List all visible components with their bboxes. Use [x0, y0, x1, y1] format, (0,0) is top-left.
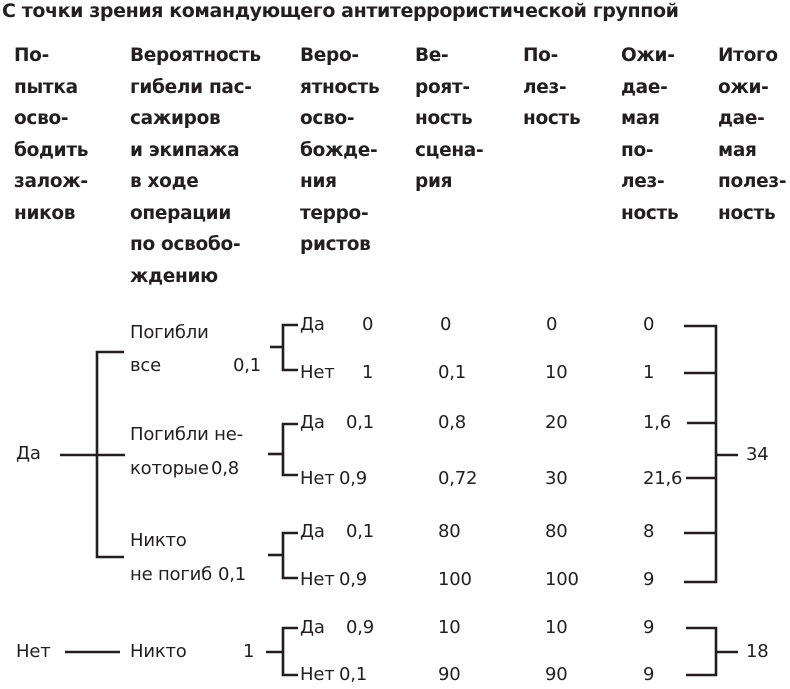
leaf-scenario-prob: 0 [440, 314, 452, 335]
header-line: лез- [523, 76, 567, 98]
leaf-prob: 0,9 [346, 617, 375, 638]
leaf-expected: 9 [643, 569, 655, 590]
outcome-some-died-prob: 0,8 [211, 458, 240, 479]
header-line: осво- [300, 108, 355, 129]
header-line: По- [14, 45, 49, 66]
outcome-all-died-line2: все [130, 355, 161, 376]
header-line: по- [621, 139, 654, 161]
leaf-prob: 1 [362, 362, 374, 383]
leaf-expected: 21,6 [643, 468, 683, 489]
leaf-scenario-prob: 0,72 [438, 468, 478, 489]
leaf-utility: 20 [545, 412, 568, 433]
header-line: лез- [621, 171, 665, 192]
outcome-nobody-line1: Никто [130, 641, 187, 662]
header-line: пытка [14, 76, 78, 98]
header-line: Вероятность [130, 45, 261, 66]
leaf-answer: Да [300, 412, 325, 433]
header-line: ность [718, 202, 776, 224]
header-line: операции [130, 202, 232, 224]
header-line: по освобо- [130, 234, 241, 255]
outcome-nobody-prob: 1 [243, 641, 255, 662]
leaf-prob: 0,1 [339, 664, 368, 685]
header-line: ность [621, 202, 679, 224]
leaf-scenario-prob: 0,1 [438, 362, 467, 383]
leaf-expected: 9 [643, 617, 655, 638]
leaf-utility: 90 [545, 664, 568, 685]
header-line: и экипажа [130, 139, 240, 161]
leaf-answer: Нет [300, 362, 335, 383]
header-line: сажиров [130, 108, 221, 129]
leaf-prob: 0 [362, 314, 374, 335]
leaf-expected: 8 [643, 521, 655, 542]
outcome-none-died-prob: 0,1 [218, 564, 247, 585]
leaf-utility: 80 [545, 521, 568, 542]
header-line: терро- [300, 202, 369, 224]
leaf-utility: 0 [546, 314, 558, 335]
header-line: роят- [415, 76, 470, 98]
leaf-prob: 0,9 [339, 468, 368, 489]
header-line: Ве- [415, 45, 449, 66]
header-line: По- [523, 45, 558, 66]
leaf-answer: Нет [300, 468, 335, 489]
leaf-expected: 1 [643, 362, 655, 383]
leaf-scenario-prob: 90 [438, 664, 461, 685]
header-line: осво- [14, 108, 69, 129]
header-line: бодить [14, 139, 89, 161]
leaf-expected: 9 [643, 664, 655, 685]
leaf-prob: 0,9 [339, 569, 368, 590]
leaf-expected: 0 [643, 314, 655, 335]
header-line: ждению [130, 265, 218, 287]
header-line: ность [415, 108, 473, 129]
outcome-some-died-line2: которые [130, 458, 209, 479]
leaf-utility: 10 [545, 362, 568, 383]
outcome-all-died-line1: Погибли [130, 322, 209, 343]
outcome-none-died-line1: Никто [130, 530, 187, 551]
leaf-prob: 0,1 [346, 521, 375, 542]
header-line: ность [523, 108, 581, 129]
leaf-scenario-prob: 0,8 [438, 412, 467, 433]
header-line: ния [300, 171, 337, 192]
header-line: ников [14, 202, 76, 224]
header-line: Веро- [300, 45, 359, 66]
header-line: божде- [300, 139, 378, 161]
root-no-label: Нет [16, 641, 51, 662]
outcome-some-died-line1: Погибли не- [130, 424, 243, 445]
header-line: рия [415, 171, 453, 192]
diagram-title: С точки зрения командующего антитеррористической группой [2, 0, 679, 22]
leaf-scenario-prob: 10 [438, 617, 461, 638]
leaf-prob: 0,1 [346, 412, 375, 433]
outcome-all-died-prob: 0,1 [233, 355, 262, 376]
header-line: ятность [300, 76, 380, 98]
header-line: ристов [300, 234, 371, 255]
leaf-utility: 30 [545, 468, 568, 489]
header-line: в ходе [130, 171, 199, 192]
leaf-answer: Да [300, 314, 325, 335]
leaf-expected: 1,6 [643, 412, 672, 433]
leaf-answer: Нет [300, 569, 335, 590]
header-line: Ожи- [621, 45, 675, 66]
leaf-utility: 100 [545, 569, 579, 590]
header-line: гибели пас- [130, 76, 252, 98]
leaf-scenario-prob: 100 [438, 569, 472, 590]
header-line: мая [718, 139, 757, 161]
total-no: 18 [746, 641, 769, 662]
header-line: дае- [718, 108, 765, 129]
leaf-scenario-prob: 80 [438, 521, 461, 542]
header-line: дае- [621, 76, 668, 98]
leaf-answer: Да [300, 521, 325, 542]
header-line: ожи- [718, 76, 769, 98]
total-yes: 34 [746, 444, 769, 465]
outcome-none-died-line2: не погиб [130, 564, 213, 585]
header-line: залож- [14, 171, 88, 192]
header-line: Итого [718, 45, 778, 66]
root-yes-label: Да [16, 443, 41, 464]
header-line: полез- [718, 171, 787, 192]
header-line: сцена- [415, 139, 484, 161]
leaf-answer: Да [300, 617, 325, 638]
leaf-answer: Нет [300, 664, 335, 685]
header-line: мая [621, 108, 660, 129]
leaf-utility: 10 [545, 617, 568, 638]
